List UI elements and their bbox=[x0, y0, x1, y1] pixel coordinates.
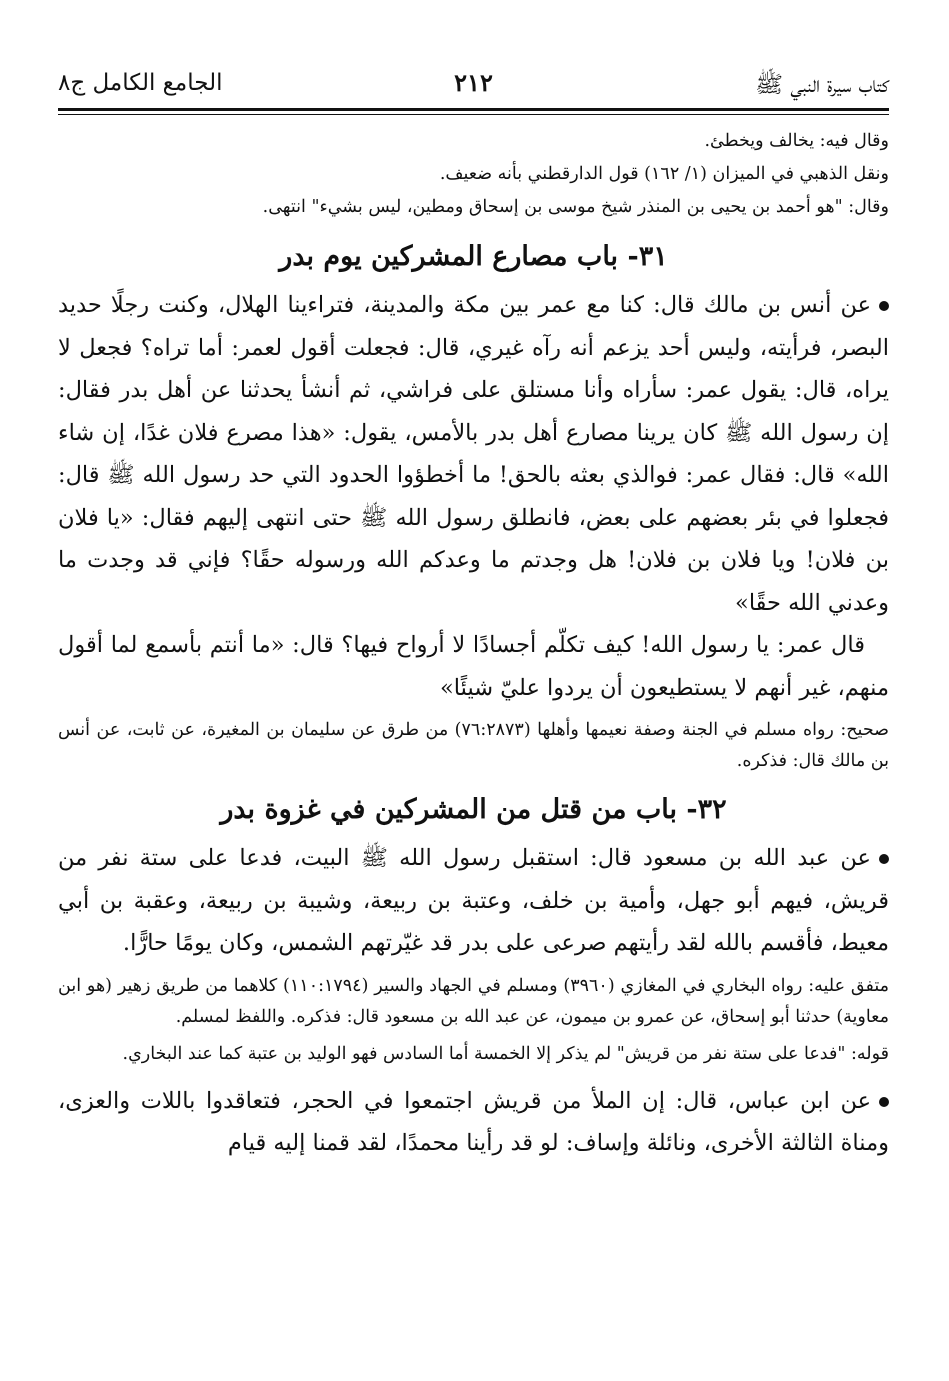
section-32-comment: قوله: "فدعا على ستة نفر من قريش" لم يذكر إلا الخمسة أما السادس فهو الوليد بن عتبة كما عند البخاري. bbox=[122, 1043, 889, 1064]
hadith-text: عن عبد الله بن مسعود قال: استقبل رسول الله ﷺ البيت، فدعا على ستة نفر من قريش، فيهم أبو جهل، وأمية بن خلف، وعتبة بن ربيعة، وشيبة بن ربيعة، وعقبة بن أبي معيط، فأقسم بالله لقد رأيتهم صرعى على بدر قد غيّرتهم الشمس، وكان يومًا حارًّا. bbox=[58, 845, 889, 956]
book-title: كتاب سيرة النبي ﷺ bbox=[755, 72, 889, 98]
intro-line-2: ونقل الذهبي في الميزان (١/ ١٦٢) قول الدارقطني بأنه ضعيف. bbox=[439, 164, 889, 184]
volume-title: الجامع الكامل ج٨ bbox=[58, 70, 223, 96]
section-32-heading: ٣٢- باب من قتل من المشركين في غزوة بدر bbox=[220, 794, 727, 825]
section-31-takhrij: صحيح: رواه مسلم في الجنة وصفة نعيمها وأهلها (٧٦:٢٨٧٣) من طرق عن سليمان بن المغيرة، عن ثابت، عن أنس بن مالك قال: فذكره. bbox=[58, 720, 889, 771]
header-rule-thick bbox=[58, 108, 889, 111]
section-32-takhrij: متفق عليه: رواه البخاري في المغازي (٣٩٦٠) ومسلم في الجهاد والسير (١١٠:١٧٩٤) كلاهما من طريق زهير (هو ابن معاوية) حدثنا أبو إسحاق، عن عمرو بن ميمون، عن عبد الله بن مسعود قال: فذكره. واللفظ لمسلم. bbox=[58, 975, 889, 1027]
document-page bbox=[58, 62, 889, 1165]
hadith-text: عن ابن عباس، قال: إن الملأ من قريش اجتمعوا في الحجر، فتعاقدوا باللات والعزى، ومناة الثالثة الأخرى، ونائلة وإساف: لو قد رأينا محمدًا، لقد قمنا إليه قيام bbox=[58, 1087, 889, 1156]
header-rule-thin bbox=[58, 114, 889, 115]
section-31-hadith-paragraph-2: قال عمر: يا رسول الله! كيف تكلّم أجسادًا لا أرواح فيها؟ قال: «ما أنتم بأسمع لما أقول منهم، غير أنهم لا يستطيعون أن يردوا عليّ شيئًا» bbox=[58, 632, 889, 701]
section-31-hadith-paragraph-1 bbox=[58, 284, 889, 624]
page-header bbox=[58, 62, 889, 106]
bullet-icon bbox=[879, 1097, 889, 1107]
section-31-heading: ٣١- باب مصارع المشركين يوم بدر bbox=[279, 241, 668, 272]
section-32-hadith-2 bbox=[58, 1080, 889, 1165]
page-number: ٢١٢ bbox=[454, 68, 493, 97]
bullet-icon bbox=[879, 301, 889, 311]
hadith-text: عن أنس بن مالك قال: كنا مع عمر بين مكة والمدينة، فتراءينا الهلال، وكنت رجلًا حديد البصر، فرأيته، وليس أحد يزعم أنه رآه غيري، قال: فجعلت أقول لعمر: أما تراه؟ فجعل لا يراه، قال: يقول عمر: سأراه وأنا مستلق على فراشي، ثم أنشأ يحدثنا عن أهل بدر فقال: إن رسول الله ﷺ كان يرينا مصارع أهل بدر بالأمس، يقول: «هذا مصرع فلان غدًا، إن شاء الله» قال: فقال عمر: فوالذي بعثه بالحق! ما أخطؤوا الحدود التي حد رسول الله ﷺ قال: فجعلوا في بئر بعضهم على بعض، فانطلق رسول الله ﷺ حتى انتهى إليهم فقال: «يا فلان بن فلان! ويا فلان بن فلان! هل وجدتم ما وعدكم الله ورسوله حقًا؟ فإني قد وجدت ما وعدني الله حقًا» bbox=[58, 292, 889, 616]
intro-line-3: وقال: "هو أحمد بن يحيى بن المنذر شيخ موسى بن إسحاق ومطين، ليس بشيء" انتهى. bbox=[262, 197, 889, 217]
bullet-icon bbox=[879, 854, 889, 864]
section-32-hadith-paragraph-1 bbox=[58, 837, 889, 965]
intro-line-1: وقال فيه: يخالف ويخطئ. bbox=[704, 131, 889, 151]
